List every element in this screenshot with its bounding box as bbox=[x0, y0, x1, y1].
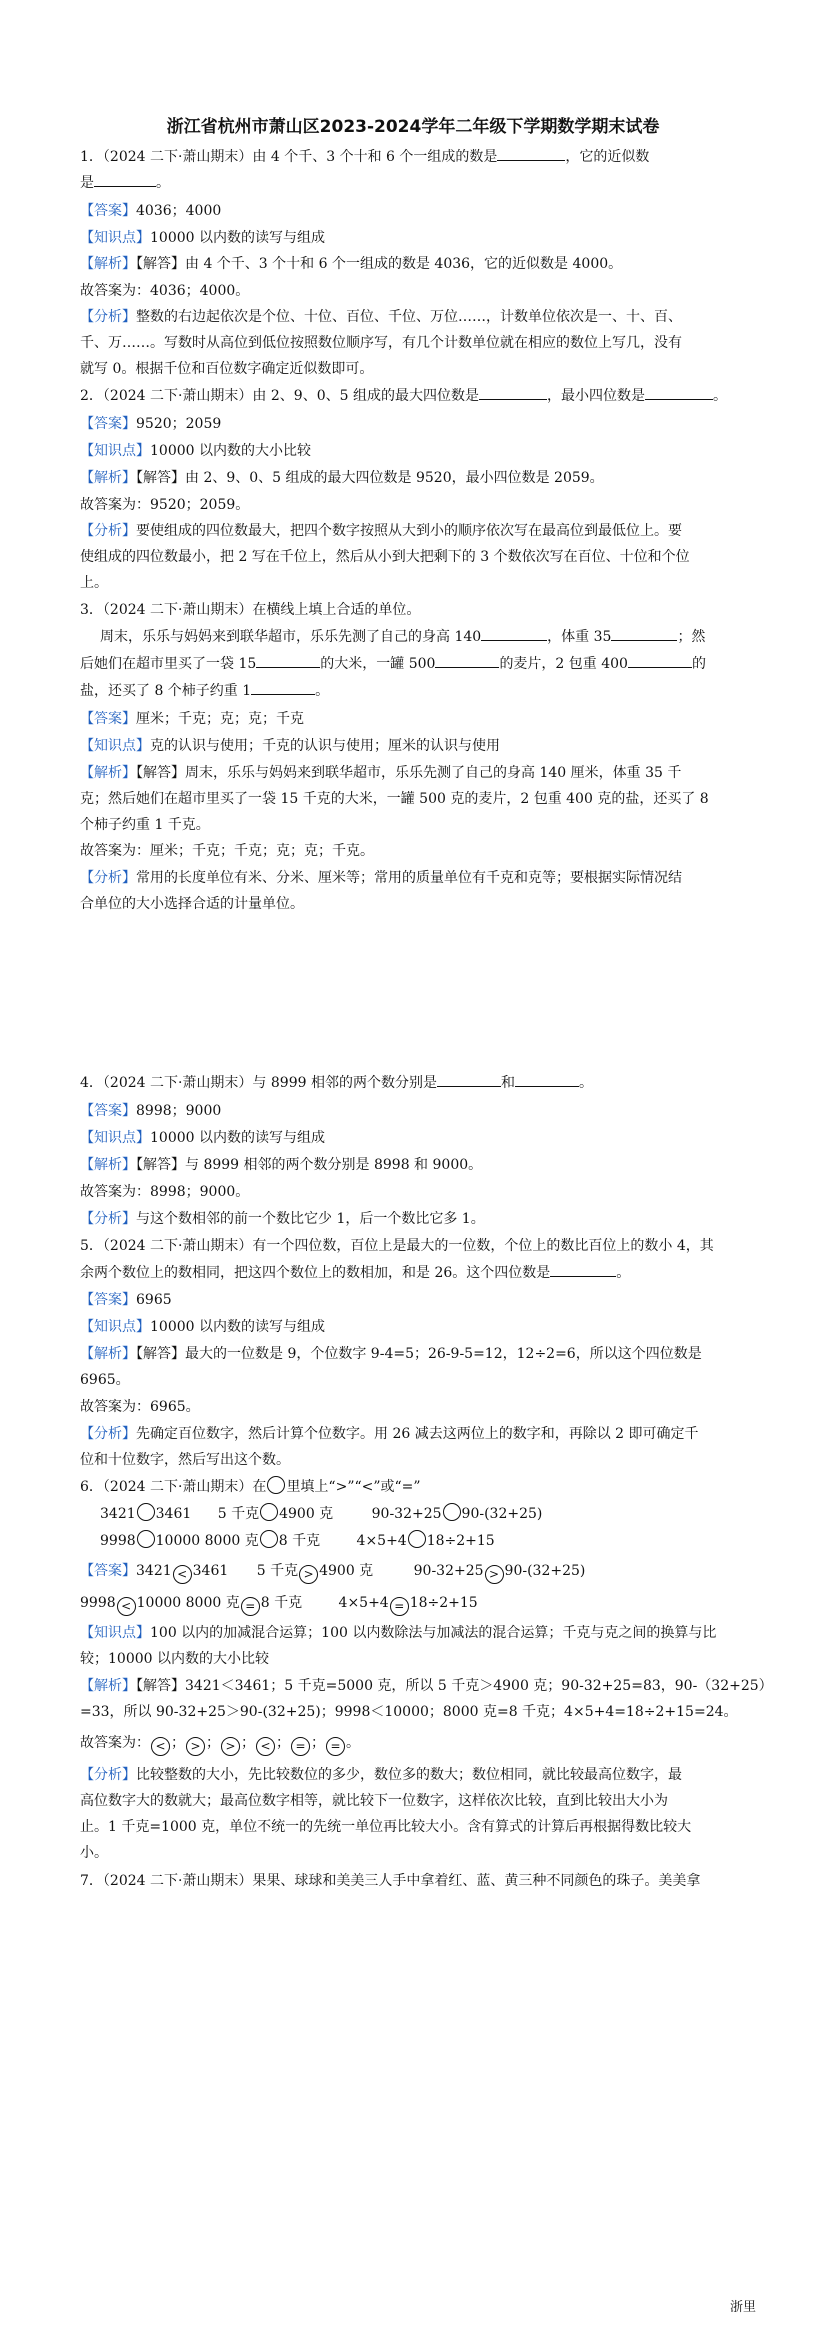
q4-final: 故答案为：8998；9000。 bbox=[80, 1184, 250, 1200]
q5-knowledge: 【知识点】10000 以内数的读写与组成 bbox=[80, 1319, 325, 1335]
q6-final: 故答案为： < ； > ； > ； < ； = ； = 。 bbox=[80, 1732, 750, 1756]
q6-fenxi-3: 止。1 千克=1000 克，单位不统一的先统一单位再比较大小。含有算式的计算后再根据得数比较大 bbox=[80, 1819, 692, 1835]
q4-jiexi: 【解析】【解答】与 8999 相邻的两个数分别是 8998 和 9000。 bbox=[80, 1157, 483, 1173]
q3-answer: 【答案】厘米；千克；克；克；千克 bbox=[80, 711, 304, 727]
q6-fenxi-4: 小。 bbox=[80, 1845, 108, 1861]
q6-fenxi-2: 高位数字大的数就大；最高位数字相等，就比较下一位数字，这样依次比较，直到比较出大小为 bbox=[80, 1793, 668, 1809]
q3-line1: 3．（2024 二下·萧山期末）在横线上填上合适的单位。 bbox=[80, 602, 421, 618]
q3-sentence-3: 盐，还买了 8 个柿子约重 1 。 bbox=[80, 680, 750, 702]
q2-fenxi-2: 使组成的四位数最小，把 2 写在千位上，然后从小到大把剩下的 3 个数依次写在百位、十位和个位 bbox=[80, 549, 690, 565]
q4-knowledge: 【知识点】10000 以内数的读写与组成 bbox=[80, 1130, 325, 1146]
q2-line1: 2．（2024 二下·萧山期末）由 2、9、0、5 组成的最大四位数是 ，最小四位数是 。 bbox=[80, 385, 750, 407]
q6-jiexi-1: 【解析】【解答】3421＜3461；5 千克=5000 克，所以 5 千克＞4900 克；90-32+25=83，90-（32+25） bbox=[80, 1678, 773, 1694]
q5-answer: 【答案】6965 bbox=[80, 1292, 172, 1308]
q5-jiexi-1: 【解析】【解答】最大的一位数是 9，个位数字 9-4=5；26-9-5=12，12÷2=6，所以这个四位数是 bbox=[80, 1346, 702, 1362]
q5-final: 故答案为：6965。 bbox=[80, 1399, 200, 1415]
q1-fenxi-3: 就写 0。根据千位和百位数字确定近似数即可。 bbox=[80, 361, 374, 377]
q3-sentence-1: 周末，乐乐与妈妈来到联华超市，乐乐先测了自己的身高 140 ，体重 35 ；然 bbox=[100, 626, 770, 648]
q5-jiexi-2: 6965。 bbox=[80, 1372, 130, 1388]
q5-fenxi-2: 位和十位数字，然后写出这个数。 bbox=[80, 1452, 290, 1468]
q1-fenxi-2: 千、万……。写数时从高位到低位按照数位顺序写，有几个计数单位就在相应的数位上写几，没有 bbox=[80, 335, 682, 351]
q6-knowledge-2: 较；10000 以内数的大小比较 bbox=[80, 1651, 269, 1667]
q6-row1: 3421 3461 5 千克 4900 克 90-32+25 90-(32+25) bbox=[100, 1503, 770, 1525]
q6-answer-row1: 【答案】3421 < 3461 5 千克 > 4900 克 90-32+25 > 90-(32+25) bbox=[80, 1560, 750, 1584]
q6-answer-row2: 9998 < 10000 8000 克 = 8 千克 4×5+4 = 18÷2+15 bbox=[80, 1592, 750, 1616]
q2-final: 故答案为：9520；2059。 bbox=[80, 497, 250, 513]
q1-jiexi: 【解析】【解答】由 4 个千、3 个十和 6 个一组成的数是 4036，它的近似数是 4000。 bbox=[80, 256, 623, 272]
q3-sentence-2: 后她们在超市里买了一袋 15 的大米，一罐 500 的麦片，2 包重 400 的 bbox=[80, 653, 750, 675]
q6-knowledge-1: 【知识点】100 以内的加减混合运算；100 以内数除法与加减法的混合运算；千克与克之间的换算与比 bbox=[80, 1625, 717, 1641]
q2-knowledge: 【知识点】10000 以内数的大小比较 bbox=[80, 443, 311, 459]
q3-knowledge: 【知识点】克的认识与使用；千克的认识与使用；厘米的认识与使用 bbox=[80, 738, 500, 754]
q2-jiexi: 【解析】【解答】由 2、9、0、5 组成的最大四位数是 9520，最小四位数是 2059。 bbox=[80, 470, 604, 486]
q1-fenxi-1: 【分析】整数的右边起依次是个位、十位、百位、千位、万位……，计数单位依次是一、十、百、 bbox=[80, 309, 682, 325]
page-title: 浙江省杭州市萧山区2023-2024学年二年级下学期数学期末试卷 bbox=[166, 117, 660, 137]
q1-knowledge: 【知识点】10000 以内数的读写与组成 bbox=[80, 230, 325, 246]
q1-line1: 1．（2024 二下·萧山期末）由 4 个千、3 个十和 6 个一组成的数是 ，它的近似数 bbox=[80, 146, 750, 168]
q5-line1: 5．（2024 二下·萧山期末）有一个四位数，百位上是最大的一位数，个位上的数比百位上的数小 4，其 bbox=[80, 1238, 714, 1254]
q3-jiexi-2: 克；然后她们在超市里买了一袋 15 千克的大米，一罐 500 克的麦片，2 包重 400 克的盐，还买了 8 bbox=[80, 791, 709, 807]
q1-line2: 是 。 bbox=[80, 172, 750, 194]
q2-fenxi-3: 上。 bbox=[80, 575, 108, 591]
q4-answer: 【答案】8998；9000 bbox=[80, 1103, 222, 1119]
q1-final: 故答案为：4036；4000。 bbox=[80, 283, 250, 299]
q2-answer: 【答案】9520；2059 bbox=[80, 416, 222, 432]
q3-fenxi-2: 合单位的大小选择合适的计量单位。 bbox=[80, 896, 304, 912]
q3-jiexi-3: 个柿子约重 1 千克。 bbox=[80, 817, 210, 833]
q5-fenxi-1: 【分析】先确定百位数字，然后计算个位数字。用 26 减去这两位上的数字和，再除以 2 即可确定千 bbox=[80, 1426, 699, 1442]
q1-answer: 【答案】4036；4000 bbox=[80, 203, 222, 219]
q4-line1: 4．（2024 二下·萧山期末）与 8999 相邻的两个数分别是 和 。 bbox=[80, 1072, 750, 1094]
q7-line1: 7．（2024 二下·萧山期末）果果、球球和美美三人手中拿着红、蓝、黄三种不同颜色的珠子。美美拿 bbox=[80, 1873, 701, 1889]
q3-jiexi-1: 【解析】【解答】周末，乐乐与妈妈来到联华超市，乐乐先测了自己的身高 140 厘米，体重 35 千 bbox=[80, 765, 682, 781]
q3-final: 故答案为：厘米；千克；千克；克；克；千克。 bbox=[80, 843, 374, 859]
q5-line2: 余两个数位上的数相同，把这四个数位上的数相加，和是 26。这个四位数是 。 bbox=[80, 1262, 750, 1284]
q6-jiexi-2: =33，所以 90-32+25＞90-(32+25)；9998＜10000；8000 克=8 千克；4×5+4=18÷2+15=24。 bbox=[80, 1704, 738, 1720]
q2-fenxi-1: 【分析】要使组成的四位数最大，把四个数字按照从大到小的顺序依次写在最高位到最低位上。要 bbox=[80, 523, 682, 539]
q3-fenxi-1: 【分析】常用的长度单位有米、分米、厘米等；常用的质量单位有千克和克等；要根据实际情况结 bbox=[80, 870, 682, 886]
q6-line1: 6．（2024 二下·萧山期末）在 里填上“>”“<”或“=” bbox=[80, 1476, 750, 1498]
q6-row2: 9998 10000 8000 克 8 千克 4×5+4 18÷2+15 bbox=[100, 1530, 770, 1552]
q6-fenxi-1: 【分析】比较整数的大小，先比较数位的多少，数位多的数大；数位相同，就比较最高位数字，最 bbox=[80, 1767, 682, 1783]
q4-fenxi: 【分析】与这个数相邻的前一个数比它少 1，后一个数比它多 1。 bbox=[80, 1211, 485, 1227]
page-footer: 浙里 bbox=[729, 2300, 756, 2315]
